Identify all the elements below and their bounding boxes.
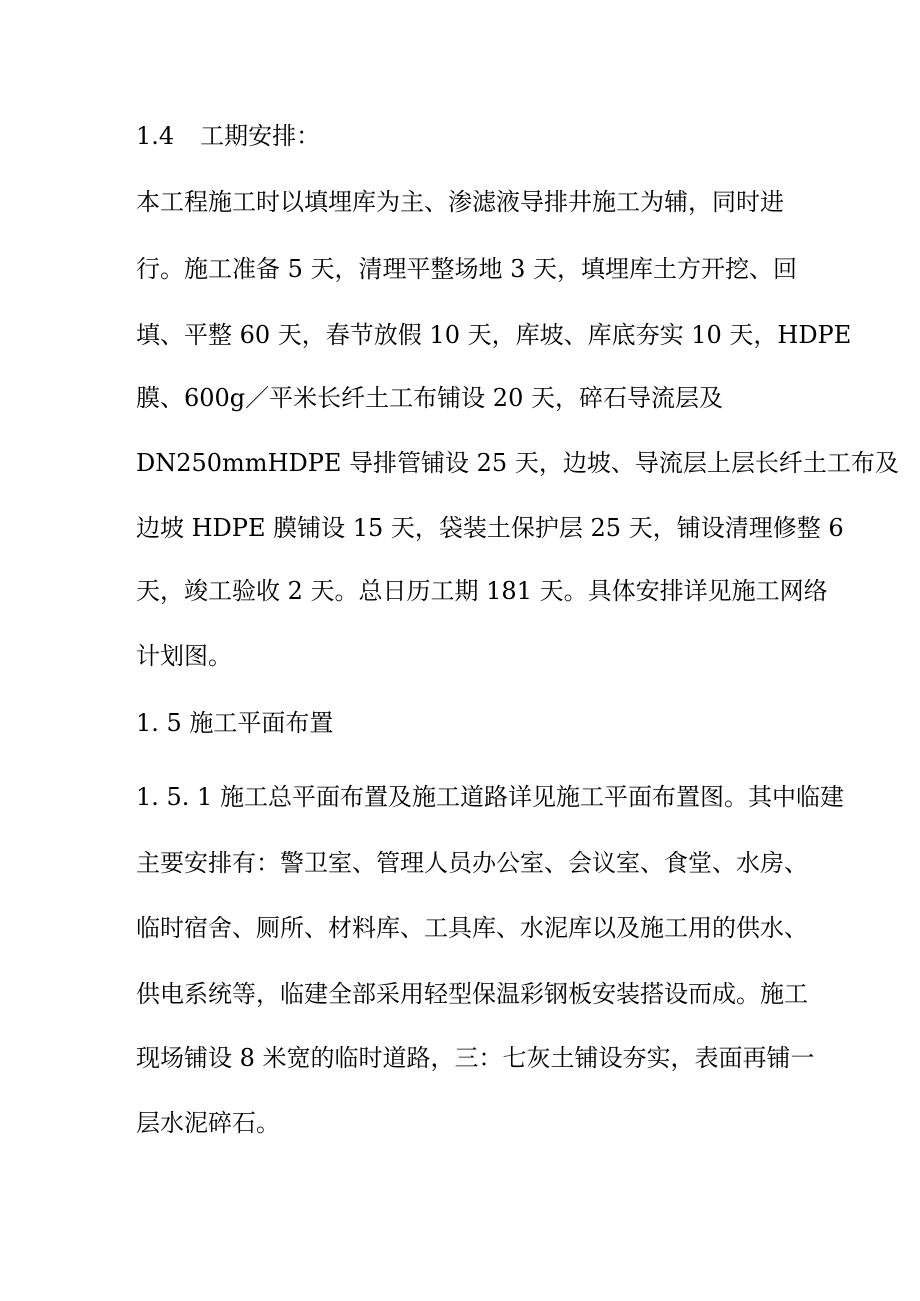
paragraph-line: 现场铺设 8 米宽的临时道路，三：七灰土铺设夯实，表面再铺一 — [136, 1044, 815, 1072]
paragraph-line: 主要安排有：警卫室、管理人员办公室、会议室、食堂、水房、 — [136, 849, 808, 877]
paragraph-line: 1. 5. 1 施工总平面布置及施工道路详见施工平面布置图。其中临建 — [136, 783, 844, 811]
section-title: 工期安排： — [200, 122, 321, 150]
paragraph-line: 计划图。 — [136, 642, 232, 670]
section-number: 1.4 — [136, 122, 175, 150]
paragraph-line: 行。施工准备 5 天，清理平整场地 3 天，填埋库土方开挖、回 — [136, 255, 798, 283]
paragraph-line: 供电系统等，临建全部采用轻型保温彩钢板安装搭设而成。施工 — [136, 980, 808, 1008]
paragraph-line: 临时宿舍、厕所、材料库、工具库、水泥库以及施工用的供水、 — [136, 914, 808, 942]
paragraph-line: 边坡 HDPE 膜铺设 15 天，袋装土保护层 25 天，铺设清理修整 6 — [136, 514, 844, 542]
section-1-4-heading — [136, 121, 320, 151]
paragraph-line: 层水泥碎石。 — [136, 1109, 280, 1137]
paragraph-line: 本工程施工时以填埋库为主、渗滤液导排井施工为辅，同时进 — [136, 188, 784, 216]
paragraph-line: 填、平整 60 天，春节放假 10 天，库坡、库底夯实 10 天，HDPE — [136, 321, 852, 349]
paragraph-line: 膜、600g／平米长纤土工布铺设 20 天，碎石导流层及 — [136, 384, 723, 412]
paragraph-line: 天，竣工验收 2 天。总日历工期 181 天。具体安排详见施工网络 — [136, 577, 828, 605]
section-1-5-heading: 1. 5 施工平面布置 — [136, 709, 334, 737]
paragraph-line: DN250mmHDPE 导排管铺设 25 天，边坡、导流层上层长纤土工布及 — [136, 449, 899, 477]
